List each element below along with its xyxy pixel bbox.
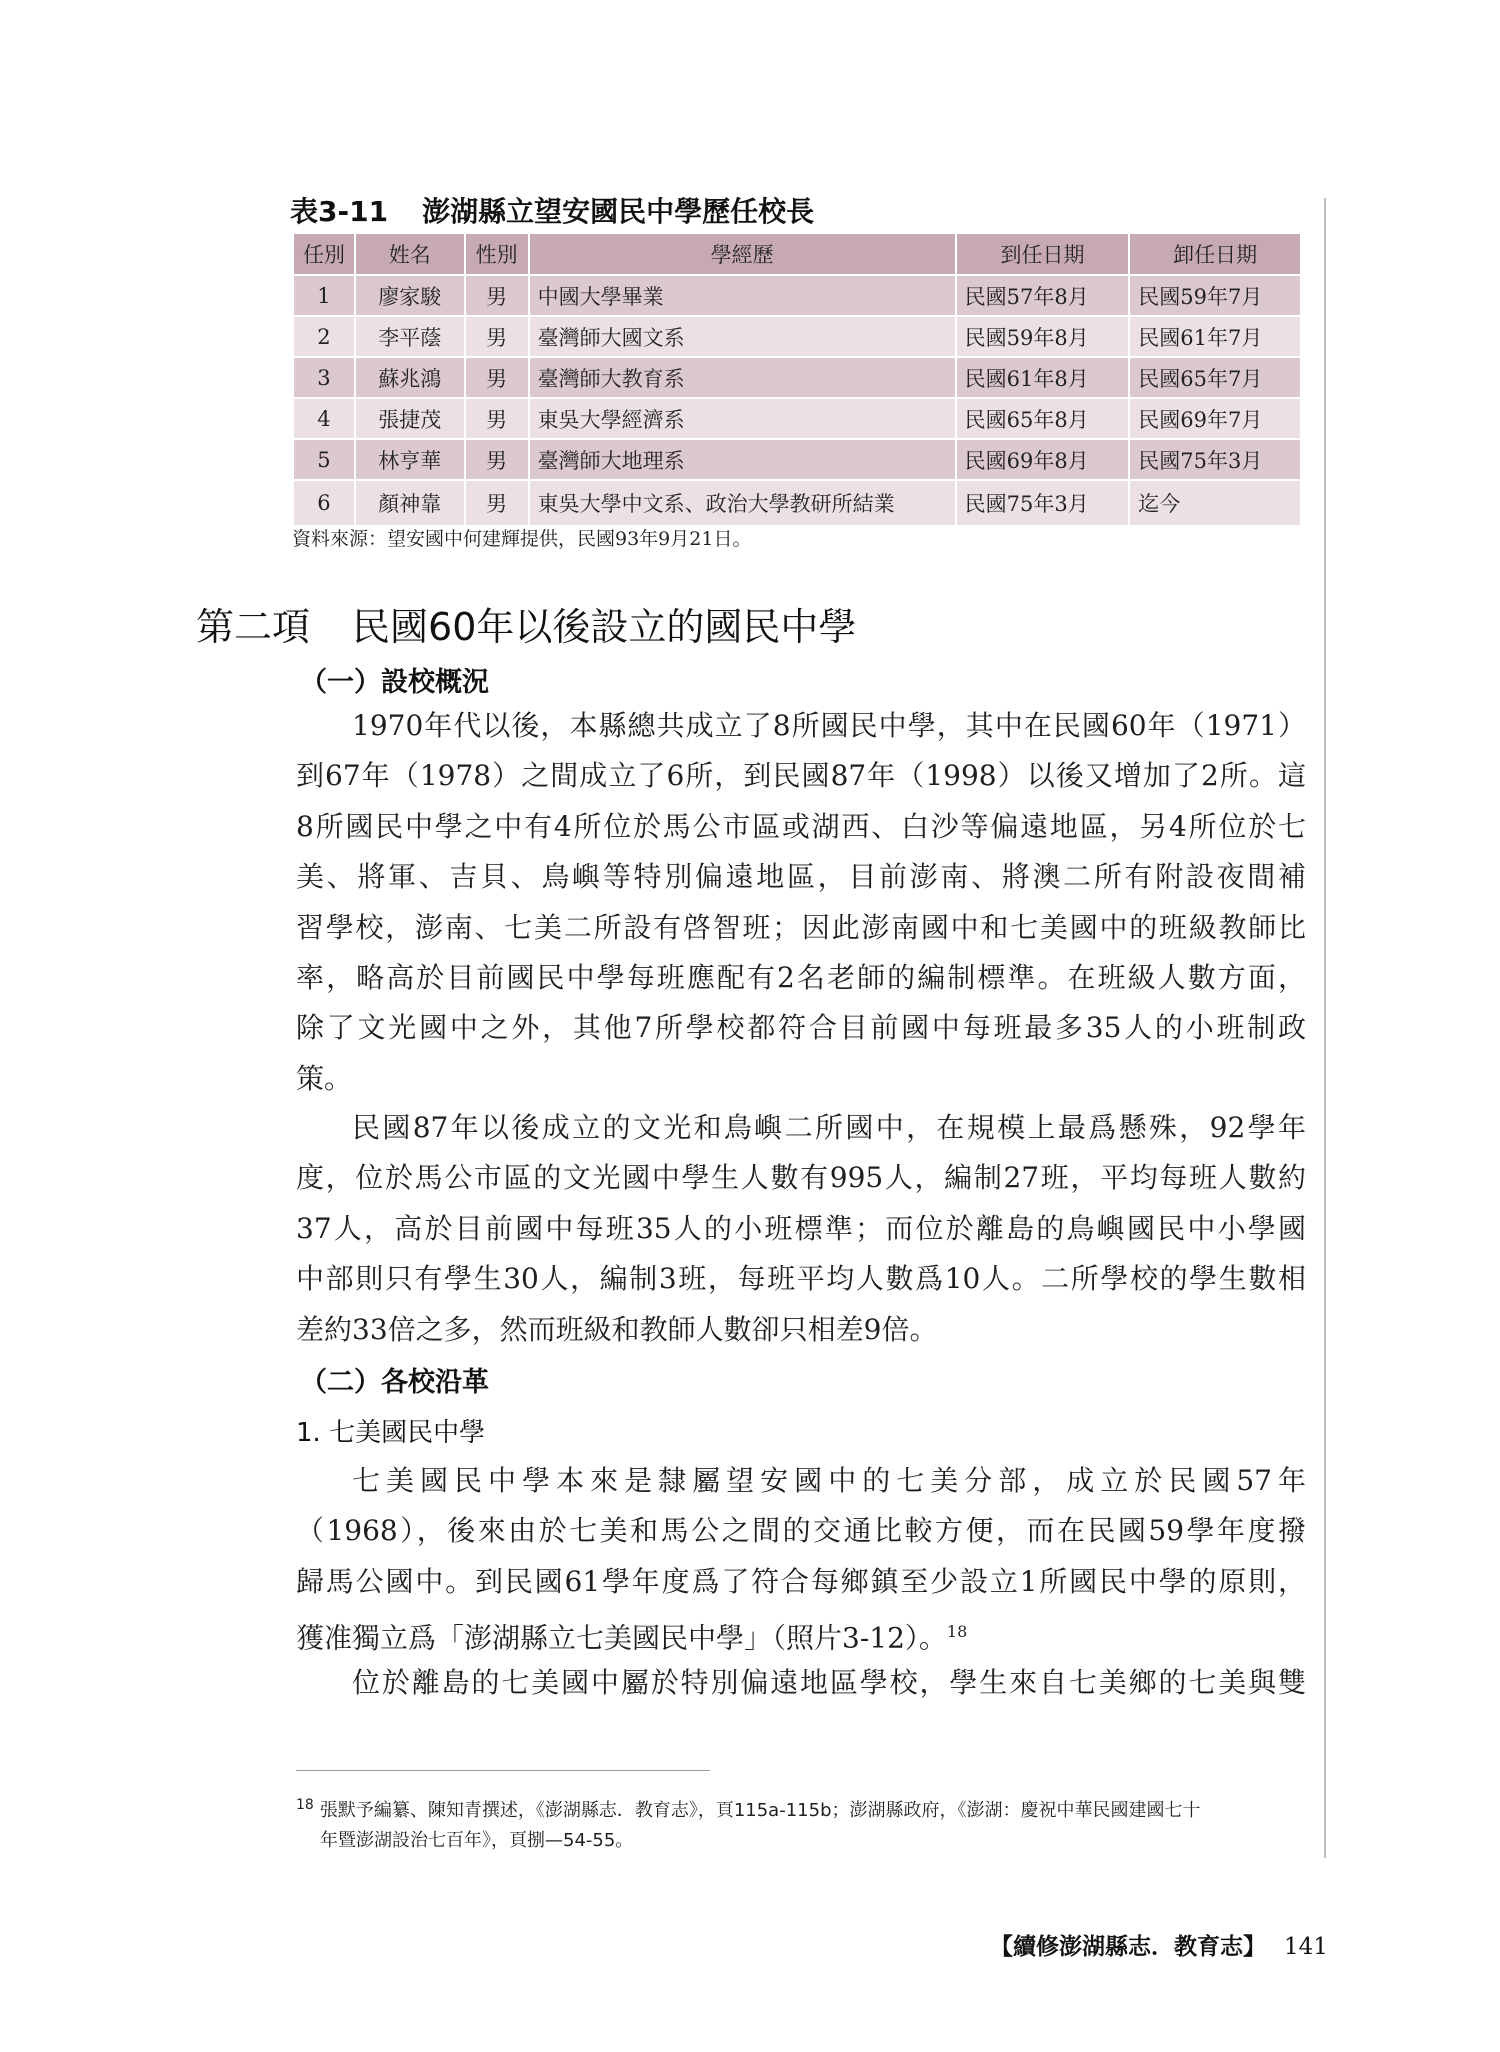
paragraph-qimei-history bbox=[296, 1456, 1306, 1664]
cell-term: 5 bbox=[293, 439, 355, 480]
cell-end-date: 民國65年7月 bbox=[1129, 357, 1301, 398]
footnote-divider bbox=[296, 1770, 710, 1771]
footnote-text: 張默予編纂、陳知青撰述，《澎湖縣志．教育志》，頁115a-115b；澎湖縣政府，《澎湖：慶祝中華民國建國七十 bbox=[319, 1800, 1201, 1821]
text-line: 七美國民中學本來是隸屬望安國中的七美分部，成立於民國57年 bbox=[352, 1464, 1306, 1497]
cell-term: 3 bbox=[293, 357, 355, 398]
header-start-date: 到任日期 bbox=[956, 233, 1130, 275]
cell-gender: 男 bbox=[465, 439, 529, 480]
cell-end-date: 民國69年7月 bbox=[1129, 398, 1301, 439]
cell-education: 東吳大學經濟系 bbox=[529, 398, 956, 439]
cell-term: 6 bbox=[293, 480, 355, 526]
text-line: 習學校，澎南、七美二所設有啓智班；因此澎南國中和七美國中的班級教師比 bbox=[296, 910, 1306, 944]
header-name: 姓名 bbox=[355, 233, 465, 275]
cell-gender: 男 bbox=[465, 316, 529, 357]
text-line: 37人，高於目前國中每班35人的小班標準；而位於離島的鳥嶼國民中小學國 bbox=[296, 1211, 1306, 1245]
cell-name: 廖家駿 bbox=[355, 275, 465, 316]
text-line: 歸馬公國中。到民國61學年度爲了符合每鄉鎮至少設立1所國民中學的原則， bbox=[296, 1564, 1306, 1598]
footnote-reference[interactable]: 18 bbox=[946, 1622, 968, 1642]
cell-start-date: 民國61年8月 bbox=[956, 357, 1130, 398]
table-row bbox=[293, 480, 1301, 526]
cell-gender: 男 bbox=[465, 398, 529, 439]
cell-term: 1 bbox=[293, 275, 355, 316]
text-line bbox=[296, 1607, 1306, 1664]
text-line: 1970年代以後，本縣總共成立了8所國民中學，其中在民國60年（1971） bbox=[352, 709, 1306, 742]
item-heading-qimei: 1. 七美國民中學 bbox=[296, 1418, 486, 1448]
table-number: 表3-11 bbox=[290, 195, 389, 228]
margin-rule bbox=[1324, 198, 1326, 1858]
table-caption bbox=[290, 190, 814, 230]
cell-name: 蘇兆鴻 bbox=[355, 357, 465, 398]
table-title: 澎湖縣立望安國民中學歷任校長 bbox=[422, 195, 815, 228]
text-line: 策。 bbox=[296, 1061, 353, 1095]
table-row bbox=[293, 439, 1301, 480]
table-row bbox=[293, 316, 1301, 357]
table-header-row bbox=[293, 233, 1301, 275]
running-footer bbox=[990, 1928, 1328, 1961]
header-term: 任別 bbox=[293, 233, 355, 275]
principals-table bbox=[292, 232, 1302, 527]
cell-education: 臺灣師大地理系 bbox=[529, 439, 956, 480]
text-line: （1968），後來由於七美和馬公之間的交通比較方便，而在民國59學年度撥 bbox=[296, 1514, 1306, 1548]
header-education: 學經歷 bbox=[529, 233, 956, 275]
footnote bbox=[296, 1790, 1306, 1856]
text-line: 位於離島的七美國中屬於特別偏遠地區學校，學生來自七美鄉的七美與雙 bbox=[352, 1666, 1306, 1699]
table-row bbox=[293, 357, 1301, 398]
cell-start-date: 民國65年8月 bbox=[956, 398, 1130, 439]
text-line-content: 獲准獨立爲「澎湖縣立七美國民中學」（照片3-12）。 bbox=[296, 1621, 947, 1655]
text-line: 民國87年以後成立的文光和鳥嶼二所國中，在規模上最爲懸殊，92學年 bbox=[352, 1111, 1306, 1144]
text-line: 率，略高於目前國民中學每班應配有2名老師的編制標準。在班級人數方面， bbox=[296, 961, 1306, 995]
cell-gender: 男 bbox=[465, 480, 529, 526]
cell-end-date: 民國59年7月 bbox=[1129, 275, 1301, 316]
cell-start-date: 民國75年3月 bbox=[956, 480, 1130, 526]
header-gender: 性別 bbox=[465, 233, 529, 275]
cell-education: 臺灣師大國文系 bbox=[529, 316, 956, 357]
section-heading bbox=[196, 596, 856, 651]
subheading-overview: （一）設校概況 bbox=[300, 667, 489, 698]
cell-term: 2 bbox=[293, 316, 355, 357]
text-line: 美、將軍、吉貝、鳥嶼等特別偏遠地區，目前澎南、將澳二所有附設夜間補 bbox=[296, 860, 1306, 894]
text-line: 除了文光國中之外，其他7所學校都符合目前國中每班最多35人的小班制政 bbox=[296, 1011, 1306, 1045]
cell-end-date: 迄今 bbox=[1129, 480, 1301, 526]
cell-start-date: 民國59年8月 bbox=[956, 316, 1130, 357]
page-number: 141 bbox=[1284, 1934, 1328, 1960]
cell-gender: 男 bbox=[465, 357, 529, 398]
header-end-date: 卸任日期 bbox=[1129, 233, 1301, 275]
section-title: 民國60年以後設立的國民中學 bbox=[352, 605, 857, 649]
text-line: 差約33倍之多，然而班級和教師人數卻只相差9倍。 bbox=[296, 1312, 938, 1346]
paragraph-overview bbox=[296, 701, 1306, 1104]
footnote-mark: 18 bbox=[296, 1797, 314, 1813]
cell-education: 臺灣師大教育系 bbox=[529, 357, 956, 398]
paragraph-school-size bbox=[296, 1103, 1306, 1355]
cell-end-date: 民國61年7月 bbox=[1129, 316, 1301, 357]
cell-term: 4 bbox=[293, 398, 355, 439]
cell-name: 李平蔭 bbox=[355, 316, 465, 357]
section-number: 第二項 bbox=[196, 605, 311, 649]
text-line: 中部則只有學生30人，編制3班，每班平均人數爲10人。二所學校的學生數相 bbox=[296, 1262, 1306, 1296]
table-row bbox=[293, 275, 1301, 316]
cell-name: 顏神靠 bbox=[355, 480, 465, 526]
cell-start-date: 民國69年8月 bbox=[956, 439, 1130, 480]
subheading-history: （二）各校沿革 bbox=[300, 1367, 489, 1398]
table-row bbox=[293, 398, 1301, 439]
text-line: 度，位於馬公市區的文光國中學生人數有995人，編制27班，平均每班人數約 bbox=[296, 1161, 1306, 1195]
cell-name: 林亨華 bbox=[355, 439, 465, 480]
text-line: 到67年（1978）之間成立了6所，到民國87年（1998）以後又增加了2所。這 bbox=[296, 759, 1306, 793]
cell-end-date: 民國75年3月 bbox=[1129, 439, 1301, 480]
cell-start-date: 民國57年8月 bbox=[956, 275, 1130, 316]
cell-name: 張捷茂 bbox=[355, 398, 465, 439]
cell-education: 中國大學畢業 bbox=[529, 275, 956, 316]
footnote-text: 年暨澎湖設治七百年》，頁捌—54-55。 bbox=[320, 1830, 634, 1851]
cell-education: 東吳大學中文系、政治大學教研所結業 bbox=[529, 480, 956, 526]
text-line: 8所國民中學之中有4所位於馬公市區或湖西、白沙等偏遠地區，另4所位於七 bbox=[296, 809, 1306, 843]
paragraph-qimei-students bbox=[296, 1658, 1306, 1708]
book-title: 【續修澎湖縣志．教育志】 bbox=[990, 1933, 1266, 1960]
table-source-note: 資料來源：望安國中何建輝提供，民國93年9月21日。 bbox=[292, 528, 752, 550]
cell-gender: 男 bbox=[465, 275, 529, 316]
